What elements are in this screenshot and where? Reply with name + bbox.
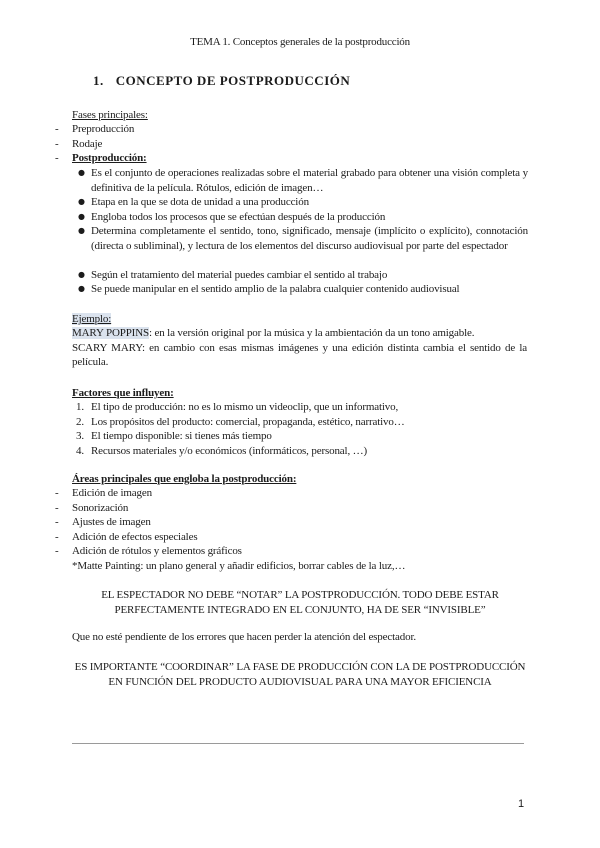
section-number: 1. [93, 73, 104, 88]
list-item: - Preproducción [55, 122, 147, 137]
areas-heading: Áreas principales que engloba la postproducción: [72, 473, 297, 485]
ejemplo-label: Ejemplo: [72, 313, 112, 325]
running-header: TEMA 1. Conceptos generales de la postproducción [190, 36, 410, 48]
footer-divider [72, 743, 524, 744]
list-item: ● Se puede manipular en el sentido amplio de la palabra cualquier contenido audiovisual [78, 282, 528, 297]
factores-heading: Factores que influyen: [72, 387, 174, 399]
areas-list [55, 486, 242, 559]
mary-poppins-name: MARY POPPINS [72, 327, 149, 339]
list-item: - Ajustes de imagen [55, 515, 242, 530]
list-item: - Adición de rótulos y elementos gráficos [55, 544, 242, 559]
factores-list [76, 400, 405, 458]
matte-painting-note: *Matte Painting: un plano general y añadir edificios, borrar cables de la luz,… [72, 559, 406, 572]
list-item: 4. Recursos materiales y/o económicos (informáticos, personal, …) [76, 444, 368, 457]
page-number: 1 [518, 798, 525, 810]
list-item: 1. El tipo de producción: no es lo mismo un videoclip, que un informativo, [76, 401, 399, 413]
ejemplo-scary-mary: SCARY MARY: en cambio con esas mismas imágenes y una edición distinta cambia el sentido de la película. [72, 341, 527, 368]
atencion-note: Que no esté pendiente de los errores que hacen perder la atención del espectador. [72, 631, 416, 643]
list-item: ● Es el conjunto de operaciones realizadas sobre el material grabado para obtener una visión completa y definitiva de la película. Rótulos, edición de imagen… [78, 166, 528, 195]
list-item: ● Engloba todos los procesos que se efectúan después de la producción [78, 210, 528, 225]
list-item: - Rodaje [55, 137, 147, 152]
section-title-text: CONCEPTO DE POSTPRODUCCIÓN [115, 73, 351, 88]
fases-list [55, 122, 147, 166]
list-item: 3. El tiempo disponible: si tienes más tiempo [76, 430, 272, 442]
list-item: - Edición de imagen [55, 486, 242, 501]
list-item: - Adición de efectos especiales [55, 530, 242, 545]
fases-heading: Fases principales: [72, 109, 148, 121]
list-item: ● Etapa en la que se dota de unidad a una producción [78, 195, 528, 210]
list-item: - Sonorización [55, 501, 242, 516]
list-item: ● Según el tratamiento del material puedes cambiar el sentido al trabajo [78, 268, 528, 283]
coordinar-note: ES IMPORTANTE “COORDINAR” LA FASE DE PRODUCCIÓN CON LA DE POSTPRODUCCIÓN EN FUNCIÓN DEL PRODUCTO AUDIOVISUAL PARA UNA MAYOR EFICIENCIA [74, 661, 526, 688]
list-item: ● Determina completamente el sentido, tono, significado, mensaje (implícito o explícito), connotación (directa o subliminal), y lectura de los elementos del discurso audiovisual por parte del espectador [78, 224, 528, 268]
list-item: - Postproducción: [55, 151, 147, 166]
notar-note: EL ESPECTADOR NO DEBE “NOTAR” LA POSTPRODUCCIÓN. TODO DEBE ESTAR PERFECTAMENTE INTEGRADO EN EL CONJUNTO, HA DE SER “INVISIBLE” [101, 589, 499, 616]
list-item: 2. Los propósitos del producto: comercial, propaganda, estético, narrativo… [76, 415, 405, 428]
section-title [93, 73, 350, 89]
ejemplo-mary-poppins: MARY POPPINS: en la versión original por la música y la ambientación da un tono amigable. [72, 327, 475, 339]
postproduccion-bullets [78, 166, 528, 297]
